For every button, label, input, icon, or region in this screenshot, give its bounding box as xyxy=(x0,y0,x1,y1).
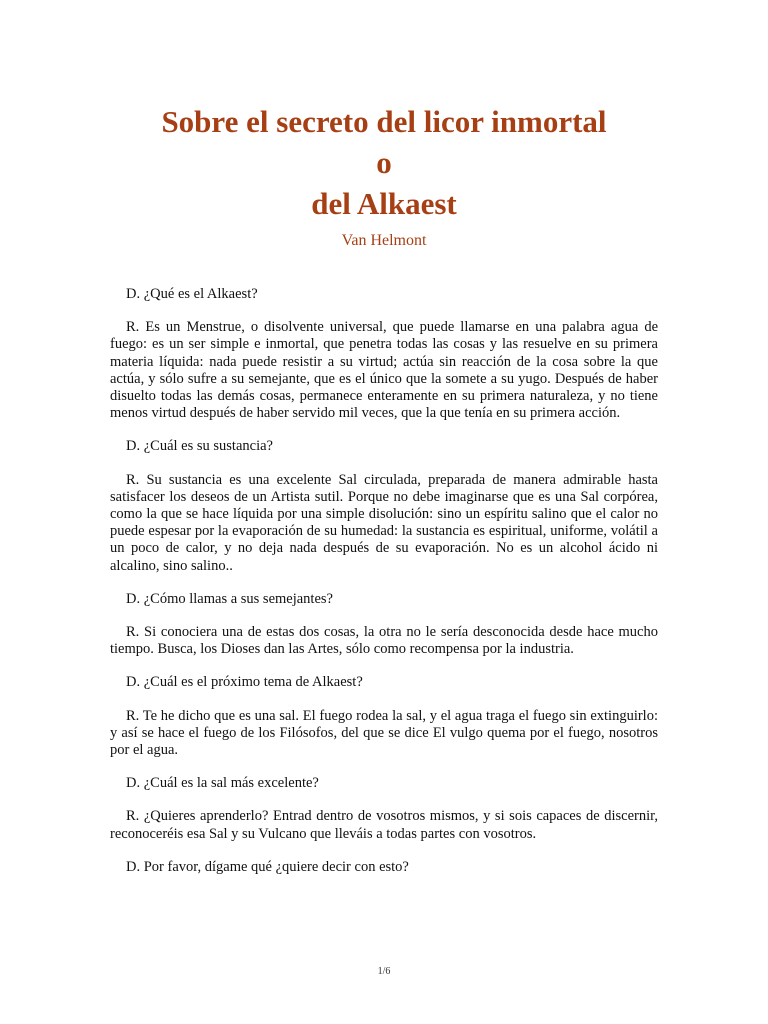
paragraph-question: D. ¿Cuál es el próximo tema de Alkaest? xyxy=(126,674,363,691)
paragraph-answer: R. Su sustancia es una excelente Sal circulada, preparada de manera admirable hasta satisfacer los deseos de un Artista sutil. Porque no debe imaginarse que es una Sal corpórea, como la que se hace líquida por una simple disolución: sino un espíritu salino que el calor no puede espesar por la evaporación de su humedad: la sustancia es espiritual, uniforme, volátil a un poco de calor, y no deja nada después de su evaporación. No es un alcohol ácido ni alcalino, sino salino.. xyxy=(110,471,658,574)
title-line-3: del Alkaest xyxy=(311,186,457,221)
page-number: 1/6 xyxy=(377,966,391,977)
title-line-2: o xyxy=(376,145,392,180)
paragraph-answer: R. ¿Quieres aprenderlo? Entrad dentro de vosotros mismos, y si sois capaces de discernir, reconoceréis esa Sal y su Vulcano que lleváis a todas partes con vosotros. xyxy=(110,808,658,842)
title-line-1: Sobre el secreto del licor inmortal xyxy=(161,104,607,139)
paragraph-question: D. ¿Cuál es la sal más excelente? xyxy=(126,775,319,792)
paragraph-question: D. ¿Cuál es su sustancia? xyxy=(126,438,273,455)
author-name: Van Helmont xyxy=(341,232,427,249)
paragraph-question: D. Por favor, dígame qué ¿quiere decir con esto? xyxy=(126,858,409,875)
document-body xyxy=(110,286,658,892)
document-title xyxy=(0,101,768,224)
paragraph-answer: R. Si conociera una de estas dos cosas, la otra no le sería desconocida desde hace mucho tiempo. Busca, los Dioses dan las Artes, sólo como recompensa por la industria. xyxy=(110,624,658,658)
paragraph-answer: R. Te he dicho que es una sal. El fuego rodea la sal, y el agua traga el fuego sin extinguirlo: y así se hace el fuego de los Filósofos, del que se dice El vulgo quema por el fuego, nosotros por el agua. xyxy=(110,707,658,759)
paragraph-answer: R. Es un Menstrue, o disolvente universal, que puede llamarse en una palabra agua de fuego: es un ser simple e inmortal, que penetra todas las cosas y las resuelve en su primera materia líquida: nada puede resistir a su virtud; actúa sin reacción de la cosa sobre la que actúa, y sólo sufre a su semejante, que es el único que la somete a su yugo. Después de haber disuelto todas las demás cosas, permanece enteramente en su primera naturaleza, y no tiene menos virtud después de haber servido mil veces, que la que tenía en su primera acción. xyxy=(110,319,658,422)
paragraph-question: D. ¿Qué es el Alkaest? xyxy=(126,286,258,302)
paragraph-question: D. ¿Cómo llamas a sus semejantes? xyxy=(126,590,333,607)
